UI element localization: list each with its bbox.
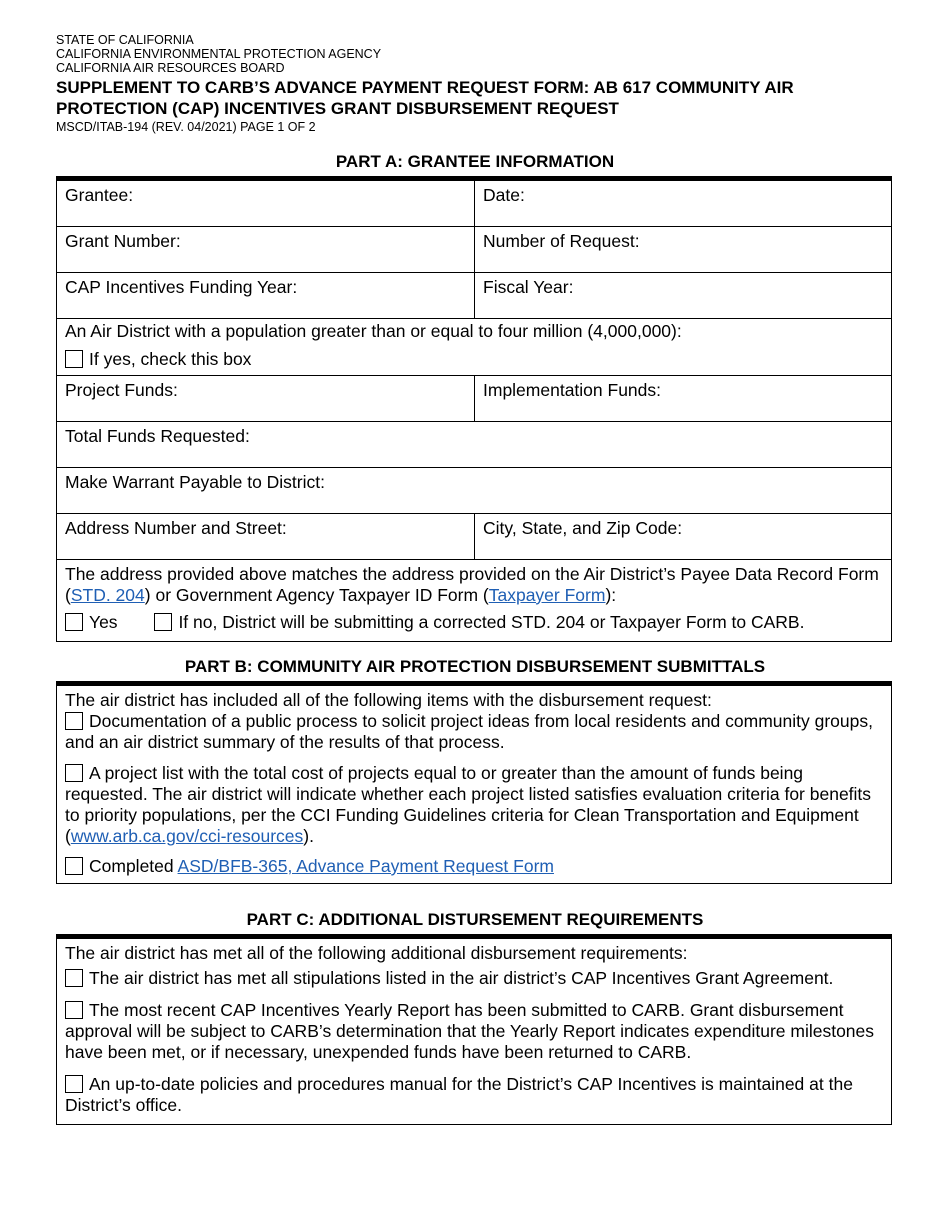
address-no-label: If no, District will be submitting a corrected STD. 204 or Taxpayer Form to CARB. <box>178 612 805 632</box>
population-checkbox[interactable] <box>65 350 83 368</box>
part-c-item <box>65 1074 883 1116</box>
agency-line: STATE OF CALIFORNIA <box>56 33 194 47</box>
population-question: An Air District with a population greater than or equal to four million (4,000,000): <box>65 321 682 341</box>
part-b-item <box>65 711 883 753</box>
form-row <box>57 514 891 560</box>
part-c-title: PART C: ADDITIONAL DISTURSEMENT REQUIREMENTS <box>246 910 704 929</box>
form-row <box>57 181 891 227</box>
policies-manual-label: An up-to-date policies and procedures manual for the District’s CAP Incentives is maintained at the District’s office. <box>65 1074 853 1115</box>
agency-line: CALIFORNIA ENVIRONMENTAL PROTECTION AGENCY <box>56 47 382 61</box>
number-of-request-field[interactable]: Number of Request: <box>483 231 640 251</box>
project-funds-field[interactable]: Project Funds: <box>57 376 475 421</box>
cci-resources-link[interactable]: www.arb.ca.gov/cci-resources <box>70 826 304 846</box>
form-row <box>57 468 891 514</box>
total-funds-field[interactable]: Total Funds Requested: <box>65 426 250 446</box>
part-c-item <box>65 1000 883 1063</box>
population-cell <box>57 319 891 375</box>
form-id: MSCD/ITAB-194 (REV. 04/2021) PAGE 1 OF 2 <box>56 120 316 134</box>
policies-manual-checkbox[interactable] <box>65 1075 83 1093</box>
fiscal-year-field[interactable]: Fiscal Year: <box>483 277 574 297</box>
part-b-title: PART B: COMMUNITY AIR PROTECTION DISBURSEMENT SUBMITTALS <box>184 657 766 676</box>
address-yes-label: Yes <box>89 612 118 632</box>
form-row <box>57 376 891 422</box>
city-state-zip-field[interactable]: City, State, and Zip Code: <box>483 518 683 538</box>
warrant-payable-field[interactable]: Make Warrant Payable to District: <box>65 472 325 492</box>
part-b-intro: The air district has included all of the following items with the disbursement request: <box>65 690 712 710</box>
std204-link[interactable]: STD. 204 <box>70 585 145 605</box>
population-checkbox-label: If yes, check this box <box>89 349 252 369</box>
part-a-title: PART A: GRANTEE INFORMATION <box>335 152 615 171</box>
date-field[interactable]: Date: <box>483 185 525 205</box>
address-note: The address provided above matches the address provided on the Air District’s Payee Data Record Form (STD. 204) or Government Agency Taxpayer ID Form (Taxpayer Form): <box>65 564 879 605</box>
part-b-item: Completed ASD/BFB-365, Advance Payment Request Form <box>65 856 883 877</box>
public-process-label: Documentation of a public process to solicit project ideas from local residents and community groups, and an air district summary of the results of that process. <box>65 711 873 752</box>
implementation-funds-field[interactable]: Implementation Funds: <box>483 380 662 400</box>
part-c-intro: The air district has met all of the following additional disbursement requirements: <box>65 943 688 963</box>
form-row <box>57 422 891 468</box>
address-no-checkbox[interactable] <box>154 613 172 631</box>
form-row <box>57 319 891 376</box>
address-confirmation-cell <box>57 560 891 641</box>
part-b-body <box>57 686 891 883</box>
part-b-item: A project list with the total cost of projects equal to or greater than the amount of funds being requested. The air district will indicate whether each project listed satisfies evaluation criteria for benefits to priority populations, per the CCI Funding Guidelines criteria for Clean Transportation and Equipment (www.arb.ca.gov/cci-resources). <box>65 763 872 846</box>
address-yes-checkbox[interactable] <box>65 613 83 631</box>
part-b-section <box>56 681 892 884</box>
grant-number-field[interactable]: Grant Number: <box>57 227 475 272</box>
taxpayer-form-link[interactable]: Taxpayer Form <box>488 585 606 605</box>
part-c-body <box>57 939 891 1124</box>
part-c-section <box>56 934 892 1125</box>
form-title: SUPPLEMENT TO CARB’S ADVANCE PAYMENT REQUEST FORM: AB 617 COMMUNITY AIR PROTECTION (CAP) INCENTIVES GRANT DISBURSEMENT REQUEST <box>56 78 794 118</box>
form-row <box>57 560 891 641</box>
part-a-section <box>56 176 892 642</box>
funding-year-field[interactable]: CAP Incentives Funding Year: <box>57 273 475 318</box>
agency-line: CALIFORNIA AIR RESOURCES BOARD <box>56 61 285 75</box>
stipulations-checkbox[interactable] <box>65 969 83 987</box>
form-header <box>56 33 896 135</box>
stipulations-label: The air district has met all stipulations listed in the air district’s CAP Incentives Grant Agreement. <box>89 968 834 988</box>
part-c-item <box>65 968 883 989</box>
project-list-checkbox[interactable] <box>65 764 83 782</box>
advance-payment-checkbox[interactable] <box>65 857 83 875</box>
form-row <box>57 273 891 319</box>
public-process-checkbox[interactable] <box>65 712 83 730</box>
address-field[interactable]: Address Number and Street: <box>57 514 475 559</box>
yearly-report-checkbox[interactable] <box>65 1001 83 1019</box>
yearly-report-label: The most recent CAP Incentives Yearly Report has been submitted to CARB. Grant disbursement approval will be subject to CARB’s determination that the Yearly Report indicates expenditure milestones have been met, or if necessary, unexpended funds have been returned to CARB. <box>65 1000 875 1062</box>
advance-payment-form-link[interactable]: ASD/BFB-365, Advance Payment Request Form <box>177 856 554 876</box>
grantee-field[interactable]: Grantee: <box>57 181 475 226</box>
form-row <box>57 227 891 273</box>
